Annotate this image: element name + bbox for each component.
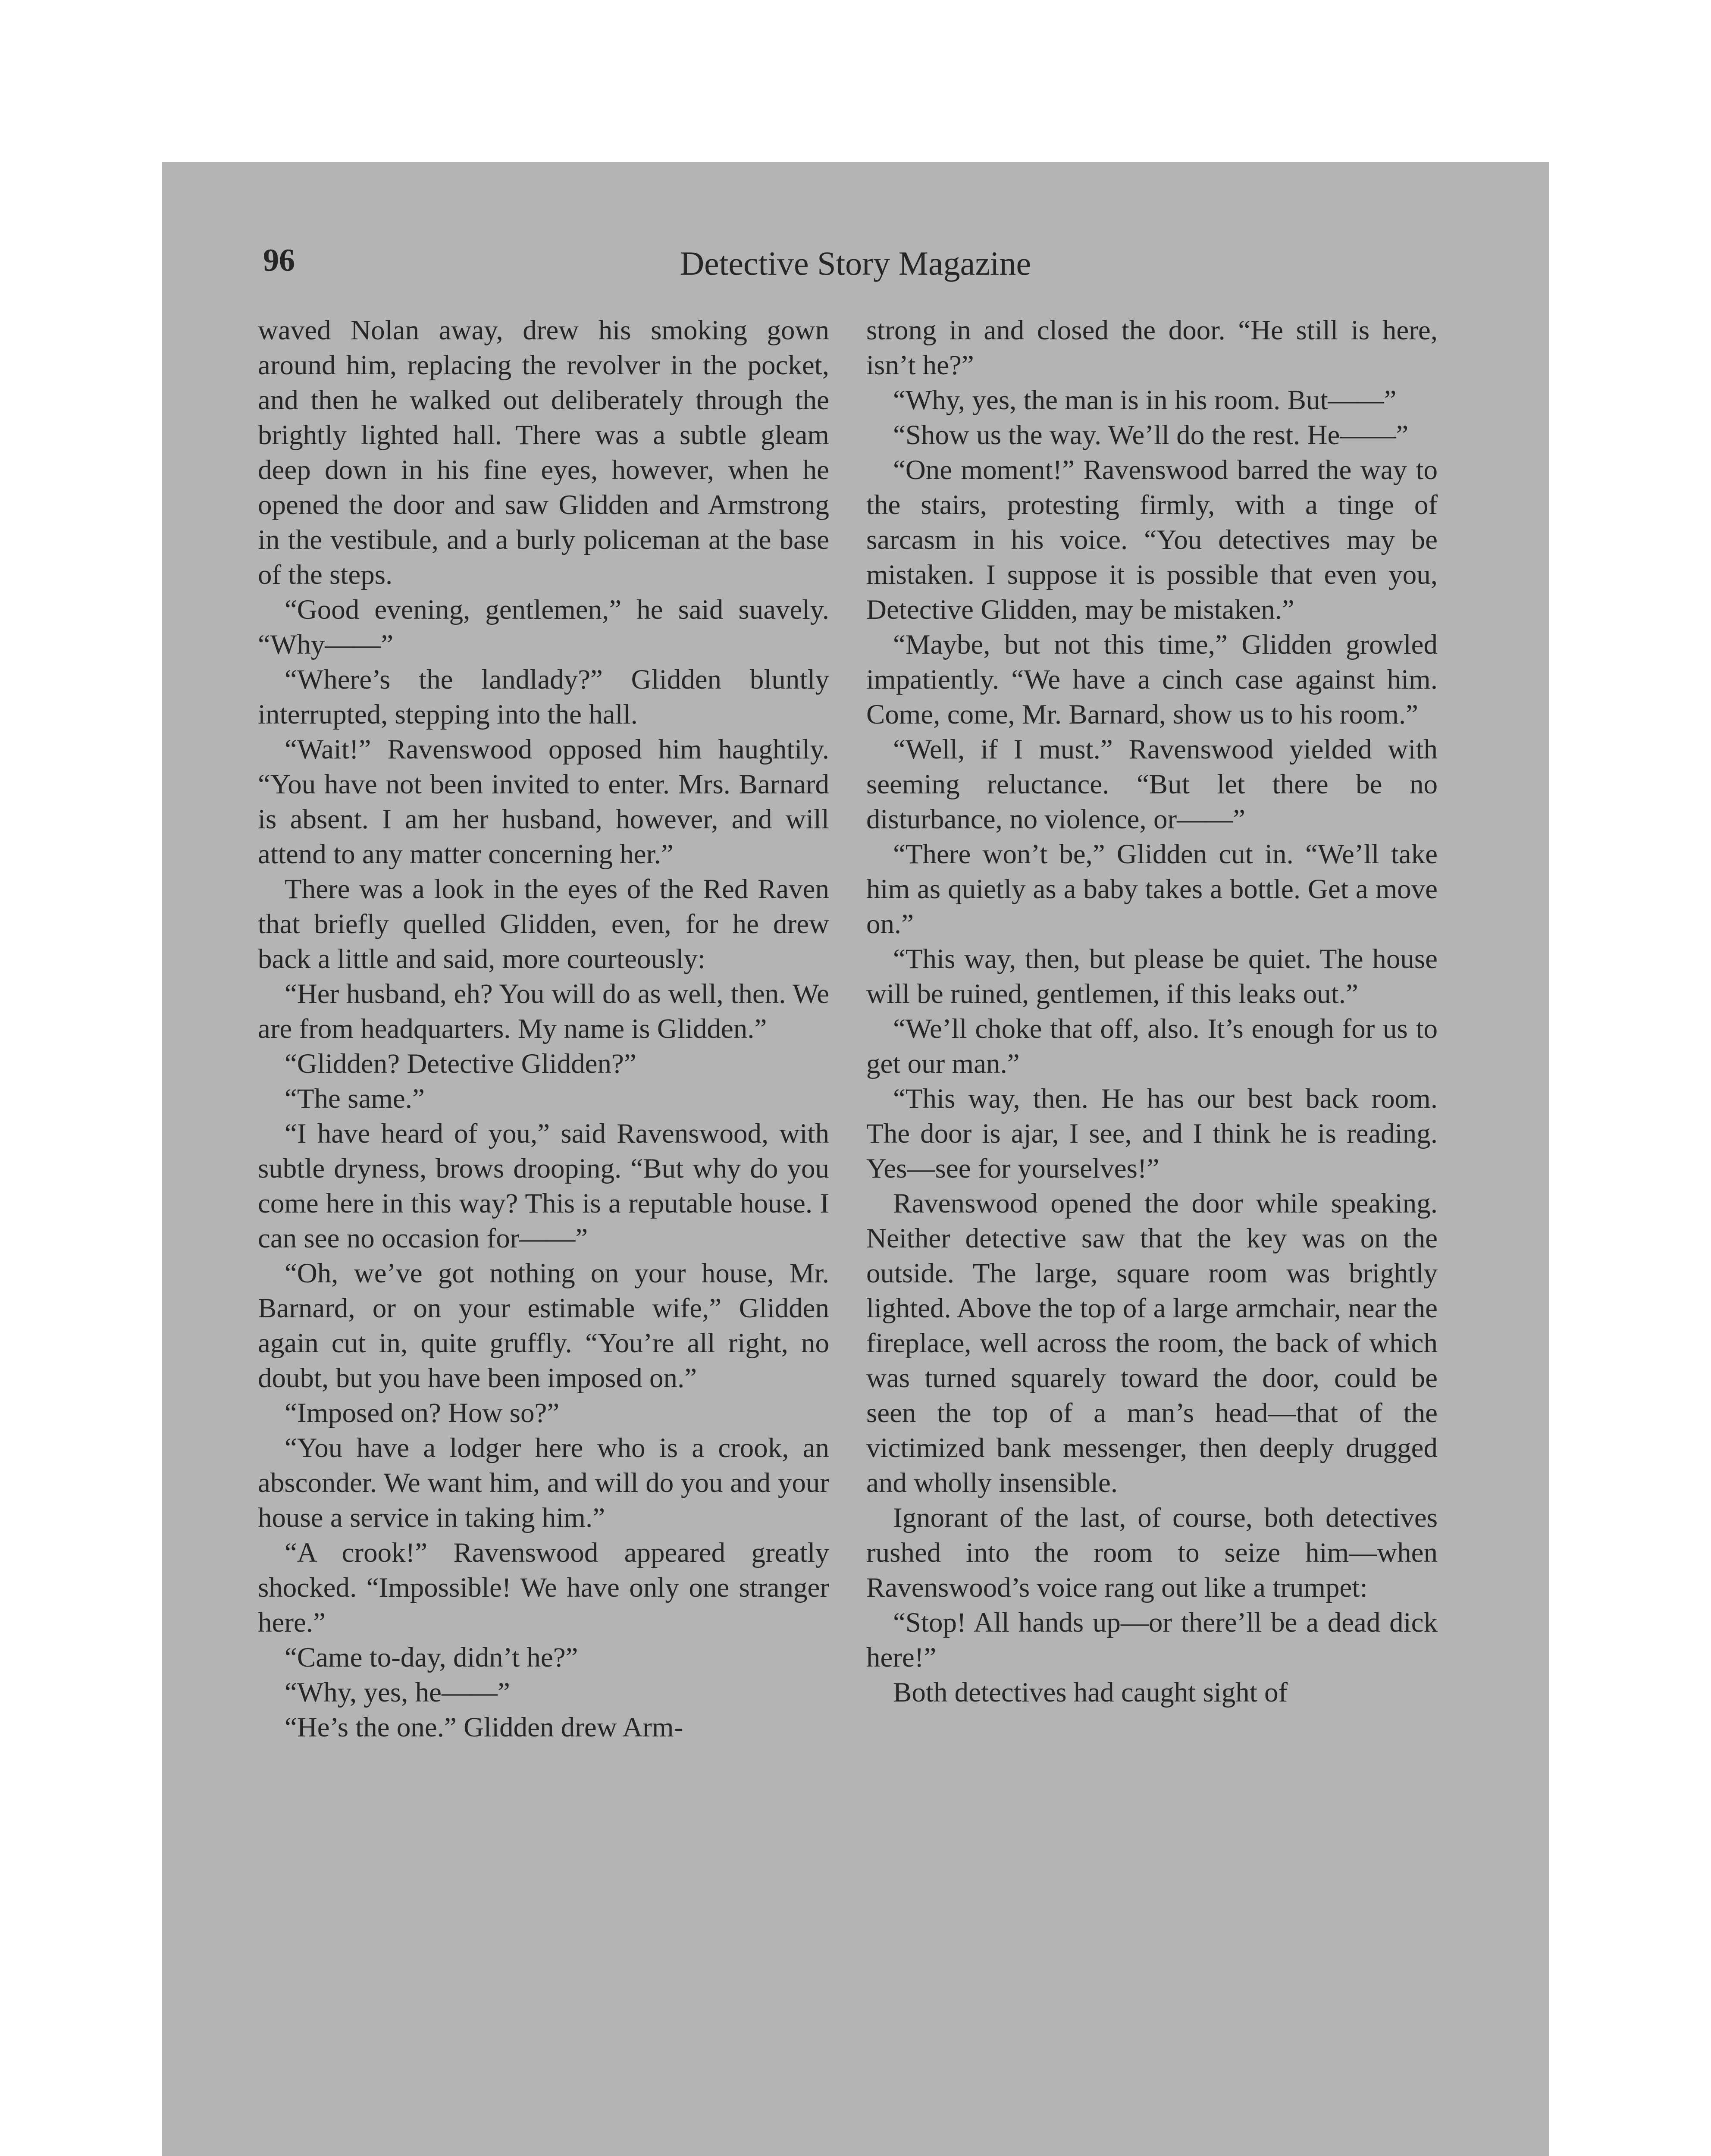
paragraph: “This way, then. He has our best back room. The door is ajar, I see, and I think he is reading. Yes—see for yourselves!” <box>866 1083 1438 1184</box>
paragraph: Ignorant of the last, of course, both detectives rushed into the room to seize him—when Ravenswood’s voice rang out like a trumpet: <box>866 1502 1438 1603</box>
paragraph: Both detectives had caught sight of <box>893 1677 1288 1708</box>
paragraph: “Her husband, eh? You will do as well, then. We are from headquarters. My name is Glidden.” <box>258 978 829 1044</box>
paragraph: “Glidden? Detective Glidden?” <box>285 1048 636 1079</box>
paragraph: “Imposed on? How so?” <box>285 1398 560 1429</box>
paragraph: “Why, yes, the man is in his room. But——” <box>893 385 1397 416</box>
paragraph: “Show us the way. We’ll do the rest. He——” <box>893 420 1409 451</box>
paragraph: “Why, yes, he——” <box>285 1677 510 1708</box>
paragraph: “Oh, we’ve got nothing on your house, Mr. Barnard, or on your estimable wife,” Glidden again cut in, quite gruffly. “You’re all right, no doubt, but you have been imposed on.” <box>258 1258 829 1394</box>
paragraph: “Where’s the landlady?” Glidden bluntly interrupted, stepping into the hall. <box>258 664 829 730</box>
paragraph: “Came to-day, didn’t he?” <box>285 1642 578 1673</box>
paragraph: “He’s the one.” Glidden drew Arm- <box>285 1712 683 1743</box>
paragraph: “I have heard of you,” said Ravenswood, with subtle dryness, brows drooping. “But why do you come here in this way? This is a reputable house. I can see no occasion for——” <box>258 1118 829 1254</box>
paragraph: “We’ll choke that off, also. It’s enough for us to get our man.” <box>866 1013 1438 1079</box>
text-column-left <box>258 313 829 1745</box>
paragraph: “Stop! All hands up—or there’ll be a dead dick here!” <box>866 1607 1438 1673</box>
paragraph: “Good evening, gentlemen,” he said suavely. “Why——” <box>258 594 829 660</box>
paragraph: “You have a lodger here who is a crook, an absconder. We want him, and will do you and your house a service in taking him.” <box>258 1432 829 1533</box>
page-number: 96 <box>263 243 295 278</box>
paragraph: “The same.” <box>285 1083 425 1114</box>
paragraph: “Maybe, but not this time,” Glidden growled impatiently. “We have a cinch case against him. Come, come, Mr. Barnard, show us to his room.” <box>866 629 1438 730</box>
paragraph: “One moment!” Ravenswood barred the way to the stairs, protesting firmly, with a tinge of sarcasm in his voice. “You detectives may be mistaken. I suppose it is possible that even you, Detective Glidden, may be mistaken.” <box>866 454 1438 625</box>
paragraph: “There won’t be,” Glidden cut in. “We’ll take him as quietly as a baby takes a bottle. Get a move on.” <box>866 839 1438 940</box>
paragraph: “This way, then, but please be quiet. The house will be ruined, gentlemen, if this leaks out.” <box>866 943 1438 1009</box>
paragraph: There was a look in the eyes of the Red Raven that briefly quelled Glidden, even, for he drew back a little and said, more courteously: <box>258 874 829 975</box>
paragraph: “A crook!” Ravenswood appeared greatly shocked. “Impossible! We have only one stranger here.” <box>258 1537 829 1638</box>
magazine-page <box>162 162 1549 2156</box>
paragraph: waved Nolan away, drew his smoking gown around him, replacing the revolver in the pocket, and then he walked out deliberately through the brightly lighted hall. There was a subtle gleam deep down in his fine eyes, however, when he opened the door and saw Glidden and Armstrong in the vestibule, and a burly policeman at the base of the steps. <box>258 315 829 590</box>
paragraph: Ravenswood opened the door while speaking. Neither detective saw that the key was on the outside. The large, square room was brightly lighted. Above the top of a large armchair, near the fireplace, well across the room, the back of which was turned squarely toward the door, could be seen the top of a man’s head—that of the victimized bank messenger, then deeply drugged and wholly insensible. <box>866 1188 1438 1498</box>
paragraph: strong in and closed the door. “He still is here, isn’t he?” <box>866 315 1438 381</box>
running-head: Detective Story Magazine <box>680 244 1031 282</box>
text-column-right <box>866 313 1438 1710</box>
paragraph: “Well, if I must.” Ravenswood yielded with seeming reluctance. “But let there be no disturbance, no violence, or——” <box>866 734 1438 835</box>
paragraph: “Wait!” Ravenswood opposed him haughtily. “You have not been invited to enter. Mrs. Barnard is absent. I am her husband, however, and will attend to any matter concerning her.” <box>258 734 829 870</box>
